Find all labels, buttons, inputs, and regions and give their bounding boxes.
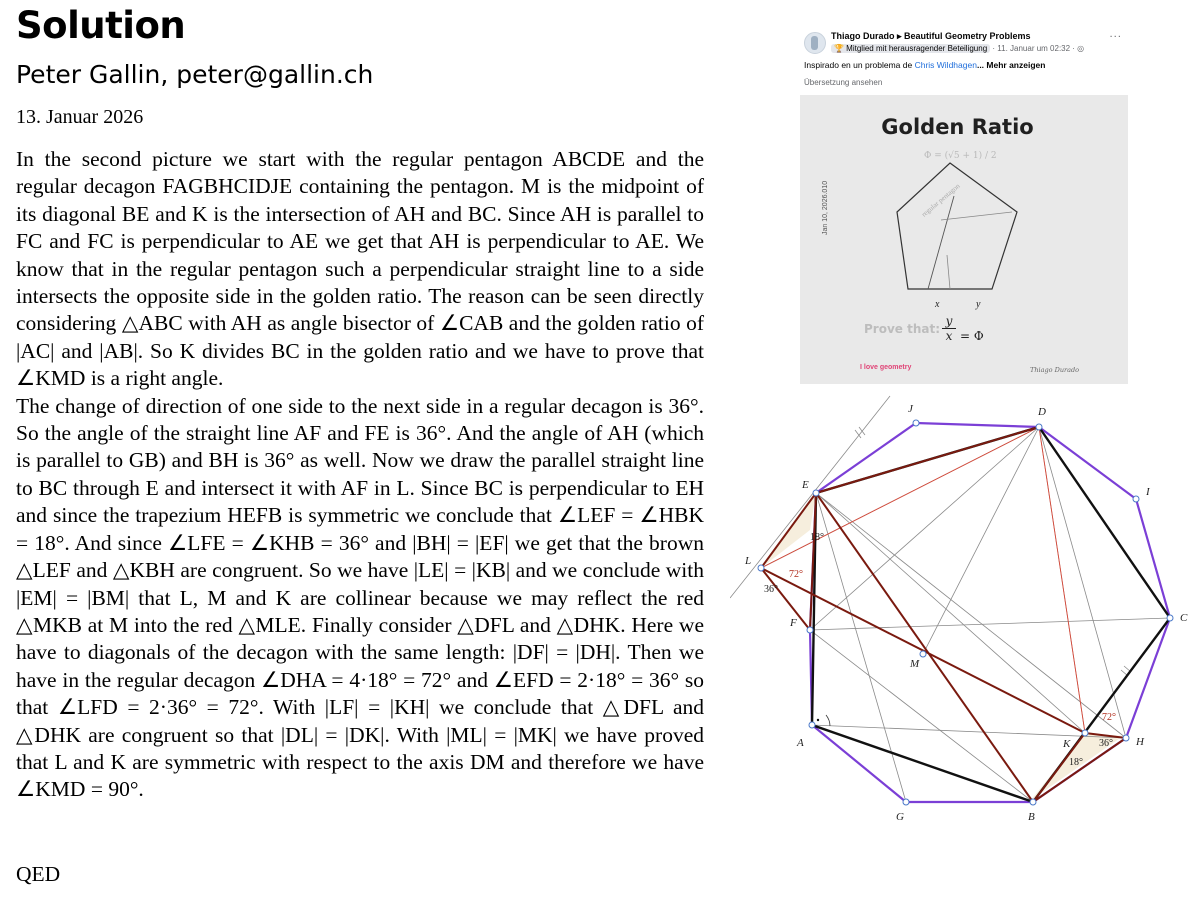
angle-label-18-top: 18° xyxy=(810,532,824,543)
post-header xyxy=(800,28,1130,62)
right-angle-arc xyxy=(826,715,830,726)
extended-line-fe xyxy=(730,396,890,598)
image-title: Golden Ratio xyxy=(881,115,1034,139)
vertex-e xyxy=(813,490,819,496)
label-m: M xyxy=(910,658,920,670)
i-love-geometry-logo: I love geometry xyxy=(860,364,912,371)
angle-label-72-left: 72° xyxy=(789,569,803,580)
line-dh xyxy=(1039,427,1126,738)
red-line-ld xyxy=(761,427,1039,568)
x-label: x xyxy=(935,299,940,310)
label-j: J xyxy=(908,403,913,415)
fraction-numerator: y xyxy=(942,314,956,329)
post-meta xyxy=(831,44,1084,53)
prove-label: Prove that: xyxy=(864,322,941,336)
vertex-a xyxy=(809,722,815,728)
equals-phi: = Φ xyxy=(960,329,984,343)
angle-label-72-right: 72° xyxy=(1102,712,1116,723)
label-a: A xyxy=(797,737,804,749)
vertex-b xyxy=(1030,799,1036,805)
label-h: H xyxy=(1136,736,1144,748)
label-d: D xyxy=(1038,406,1046,418)
social-post-card xyxy=(800,28,1130,384)
y-label: y xyxy=(976,299,981,310)
label-g: G xyxy=(896,811,904,823)
line-md xyxy=(923,427,1039,654)
paragraph-2: The change of direction of one side to the next side in a regular decagon is 36°. So the angle of the straight line AF and FE is 36°. And the angle of AH (which is parallel to GB) and BH is 36° as well. Now we draw the parallel straight line to BC through E and intersect it with AF in L. Since BC is perpendicular to EH and since the trapezium HEFB is symmetric we conclude that ∠LEF = ∠HBK = 18°. And since ∠LFE = ∠KHB = 36° and |BH| = |EF| we get that the brown △LEF and △KBH are congruent. So we have |LE| = |KB| and we conclude with |EM| = |BM| that L, M and K are collinear because we may reflect the red △MKB at M into the red △MLE. Finally consider △DFL and △DHK. Here we have to diagonals of the decagon with the same length: |DF| = |DH|. Then we have in the regular decagon ∠DHA = 4·18° = 72° and ∠EFD = 2·18° = 36° so that ∠LFD = 2·36° = 72°. With |LF| = |KH| we conclude that △DFL and △DHK are congruent so that |DL| = |DK|. With |ML| = |MK| we have proved that L and K are symmetric with respect to the axis DM and therefore we have ∠KMD = 90°. xyxy=(16,393,704,802)
line-fd xyxy=(810,427,1039,630)
label-k: K xyxy=(1063,738,1071,750)
document-title: Solution xyxy=(16,4,186,47)
paragraph-1: In the second picture we start with the regular pentagon ABCDE and the regular decagon FAGBHCIDJE containing the pentagon. M is the midpoint of its diagonal BE and K is the intersection of AH and BC. Since AH is parallel to FC and FC is perpendicular to AE we get that AH is perpendicular to AE. We know that in the regular pentagon such a perpendicular straight line to a side intersects the opposite side in the golden ratio. The reason can be seen directly considering △ABC with AH as angle bisector of ∠CAB and the golden ratio of |AC| and |AB|. So K divides BC in the golden ratio and we have to prove that ∠KMD is a right angle. xyxy=(16,147,704,391)
label-e: E xyxy=(802,479,809,491)
point-k xyxy=(1082,730,1088,736)
more-options-icon[interactable]: ··· xyxy=(1109,32,1122,43)
line-ah xyxy=(812,725,1126,738)
vertex-g xyxy=(903,799,909,805)
post-caption xyxy=(804,60,1045,70)
image-date-stamp: Jan 10, 2026.010 xyxy=(822,180,829,235)
angle-label-36-right: 36° xyxy=(1099,738,1113,749)
vertex-i xyxy=(1133,496,1139,502)
line-eh xyxy=(816,493,1126,738)
angle-label-18-bottom: 18° xyxy=(1069,757,1083,768)
phi-formula: Φ = (√5 + 1) / 2 xyxy=(924,151,997,161)
vertex-c xyxy=(1167,615,1173,621)
label-i: I xyxy=(1146,486,1150,498)
post-image[interactable] xyxy=(800,95,1128,384)
see-more-link[interactable]: ... Mehr anzeigen xyxy=(976,60,1046,70)
label-f: F xyxy=(790,617,797,629)
vertex-l xyxy=(758,565,764,571)
post-author-path[interactable]: Thiago Durado ▸ Beautiful Geometry Problems xyxy=(831,31,1031,41)
angle-label-36-left: 36° xyxy=(764,584,778,595)
solution-body xyxy=(16,146,704,804)
label-c: C xyxy=(1180,612,1188,624)
pentagon-caption: regular pentagon xyxy=(920,182,962,219)
fraction-denominator: x xyxy=(945,329,953,343)
author-line: Peter Gallin, peter@gallin.ch xyxy=(16,60,374,89)
label-b: B xyxy=(1028,811,1035,823)
decagon-figure xyxy=(730,390,1200,897)
line-eg xyxy=(816,493,906,802)
qed-label: QED xyxy=(16,862,61,886)
vertex-h xyxy=(1123,735,1129,741)
caption-prefix: Inspirado en un problema de xyxy=(804,60,915,70)
point-m xyxy=(920,651,926,657)
vertex-j xyxy=(913,420,919,426)
vertex-f xyxy=(807,627,813,633)
avatar[interactable] xyxy=(804,32,826,54)
label-l: L xyxy=(745,555,752,567)
vertex-d xyxy=(1036,424,1042,430)
see-translation-link[interactable]: Übersetzung ansehen xyxy=(804,78,883,87)
member-badge: 🏆 Mitglied mit herausragender Beteiligung xyxy=(831,44,990,53)
ratio-fraction xyxy=(942,314,956,343)
right-angle-dot xyxy=(817,719,819,721)
post-timestamp[interactable]: · 11. Januar um 02:32 · ◎ xyxy=(992,44,1085,53)
caption-user-link[interactable]: Chris Wildhagen xyxy=(914,60,977,70)
line-ek xyxy=(816,493,1085,733)
signature: Thiago Durado xyxy=(1030,366,1080,374)
document-date: 13. Januar 2026 xyxy=(16,106,144,128)
